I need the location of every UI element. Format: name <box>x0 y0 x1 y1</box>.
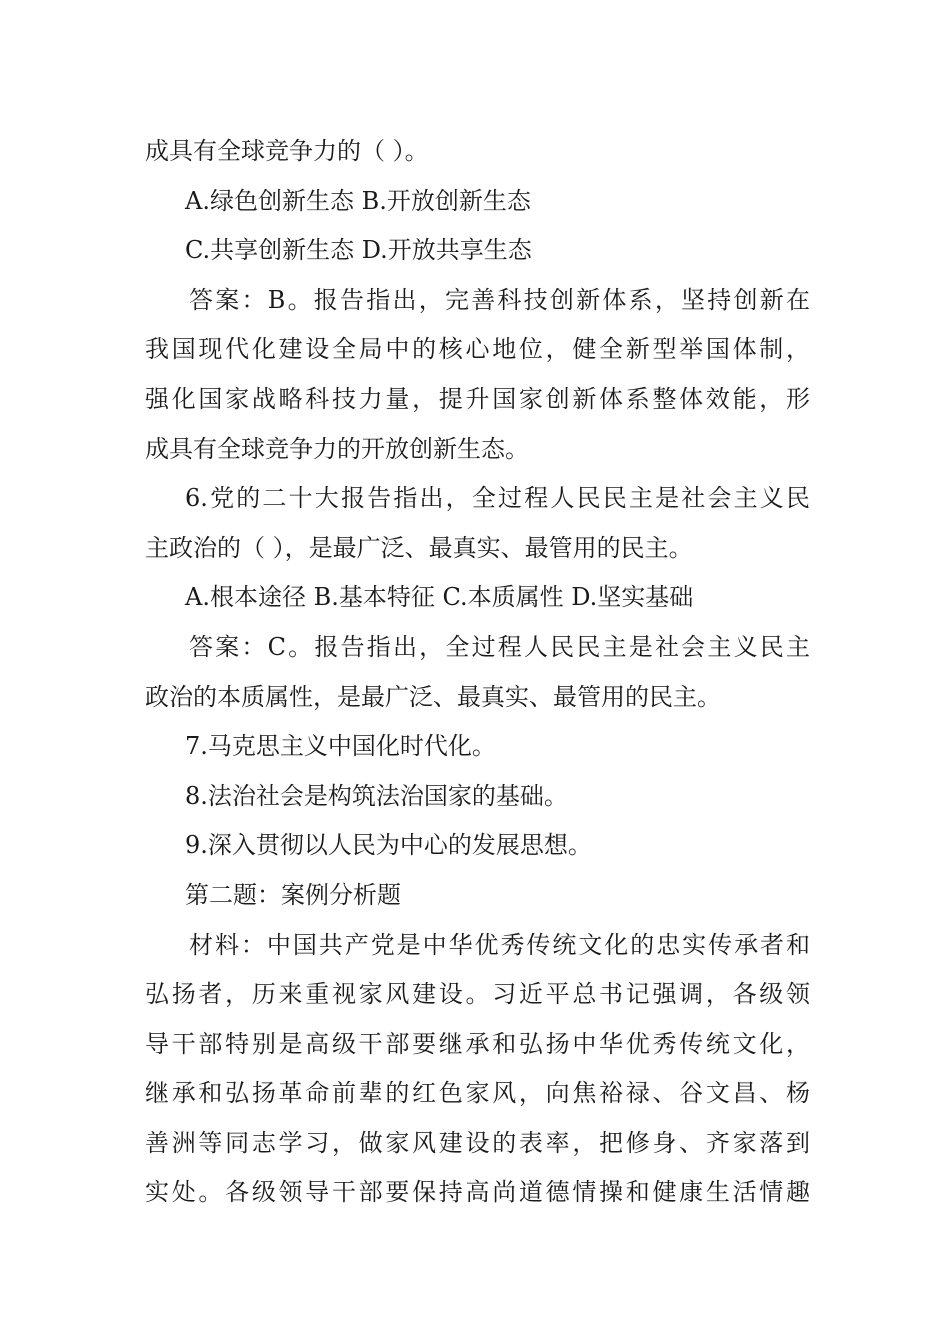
option-line: A.根本途径 B.基本特征 C.本质属性 D.坚实基础 <box>185 583 694 612</box>
section-heading: 第二题：案例分析题 <box>185 880 401 909</box>
option-line: C.共享创新生态 D.开放共享生态 <box>185 236 532 265</box>
text-line: 政治的本质属性，是最广泛、最真实、最管用的民主。 <box>145 682 721 711</box>
question-line: 9.深入贯彻以人民为中心的发展思想。 <box>185 831 592 860</box>
option-line: A.绿色创新生态 B.开放创新生态 <box>185 186 531 215</box>
text-line: 成具有全球竞争力的开放创新生态。 <box>145 434 529 463</box>
text-line: 我国现代化建设全局中的核心地位，健全新型举国体制， <box>145 335 810 364</box>
text-line: 实处。各级领导干部要保持高尚道德情操和健康生活情趣 <box>145 1178 810 1207</box>
text-line: 主政治的（ ），是最广泛、最真实、最管用的民主。 <box>145 533 693 562</box>
text-line: 善洲等同志学习，做家风建设的表率，把修身、齐家落到 <box>145 1128 810 1157</box>
text-line: 强化国家战略科技力量，提升国家创新体系整体效能，形 <box>145 384 810 413</box>
question-line: 6.党的二十大报告指出，全过程人民民主是社会主义民 <box>185 484 810 513</box>
text-line: 继承和弘扬革命前辈的红色家风，向焦裕禄、谷文昌、杨 <box>145 1079 810 1108</box>
text-line: 成具有全球竞争力的（ ）。 <box>145 137 429 165</box>
material-line: 材料：中国共产党是中华优秀传统文化的忠实传承者和 <box>189 930 810 959</box>
question-line: 8.法治社会是构筑法治国家的基础。 <box>185 781 568 810</box>
answer-line: 答案：B。报告指出，完善科技创新体系，坚持创新在 <box>189 285 810 314</box>
question-line: 7.马克思主义中国化时代化。 <box>185 732 496 761</box>
text-line: 导干部特别是高级干部要继承和弘扬中华优秀传统文化， <box>145 1029 810 1058</box>
answer-line: 答案：C。报告指出，全过程人民民主是社会主义民主 <box>189 632 810 661</box>
text-line: 弘扬者，历来重视家风建设。习近平总书记强调，各级领 <box>145 980 810 1009</box>
body-text <box>145 127 810 1218</box>
